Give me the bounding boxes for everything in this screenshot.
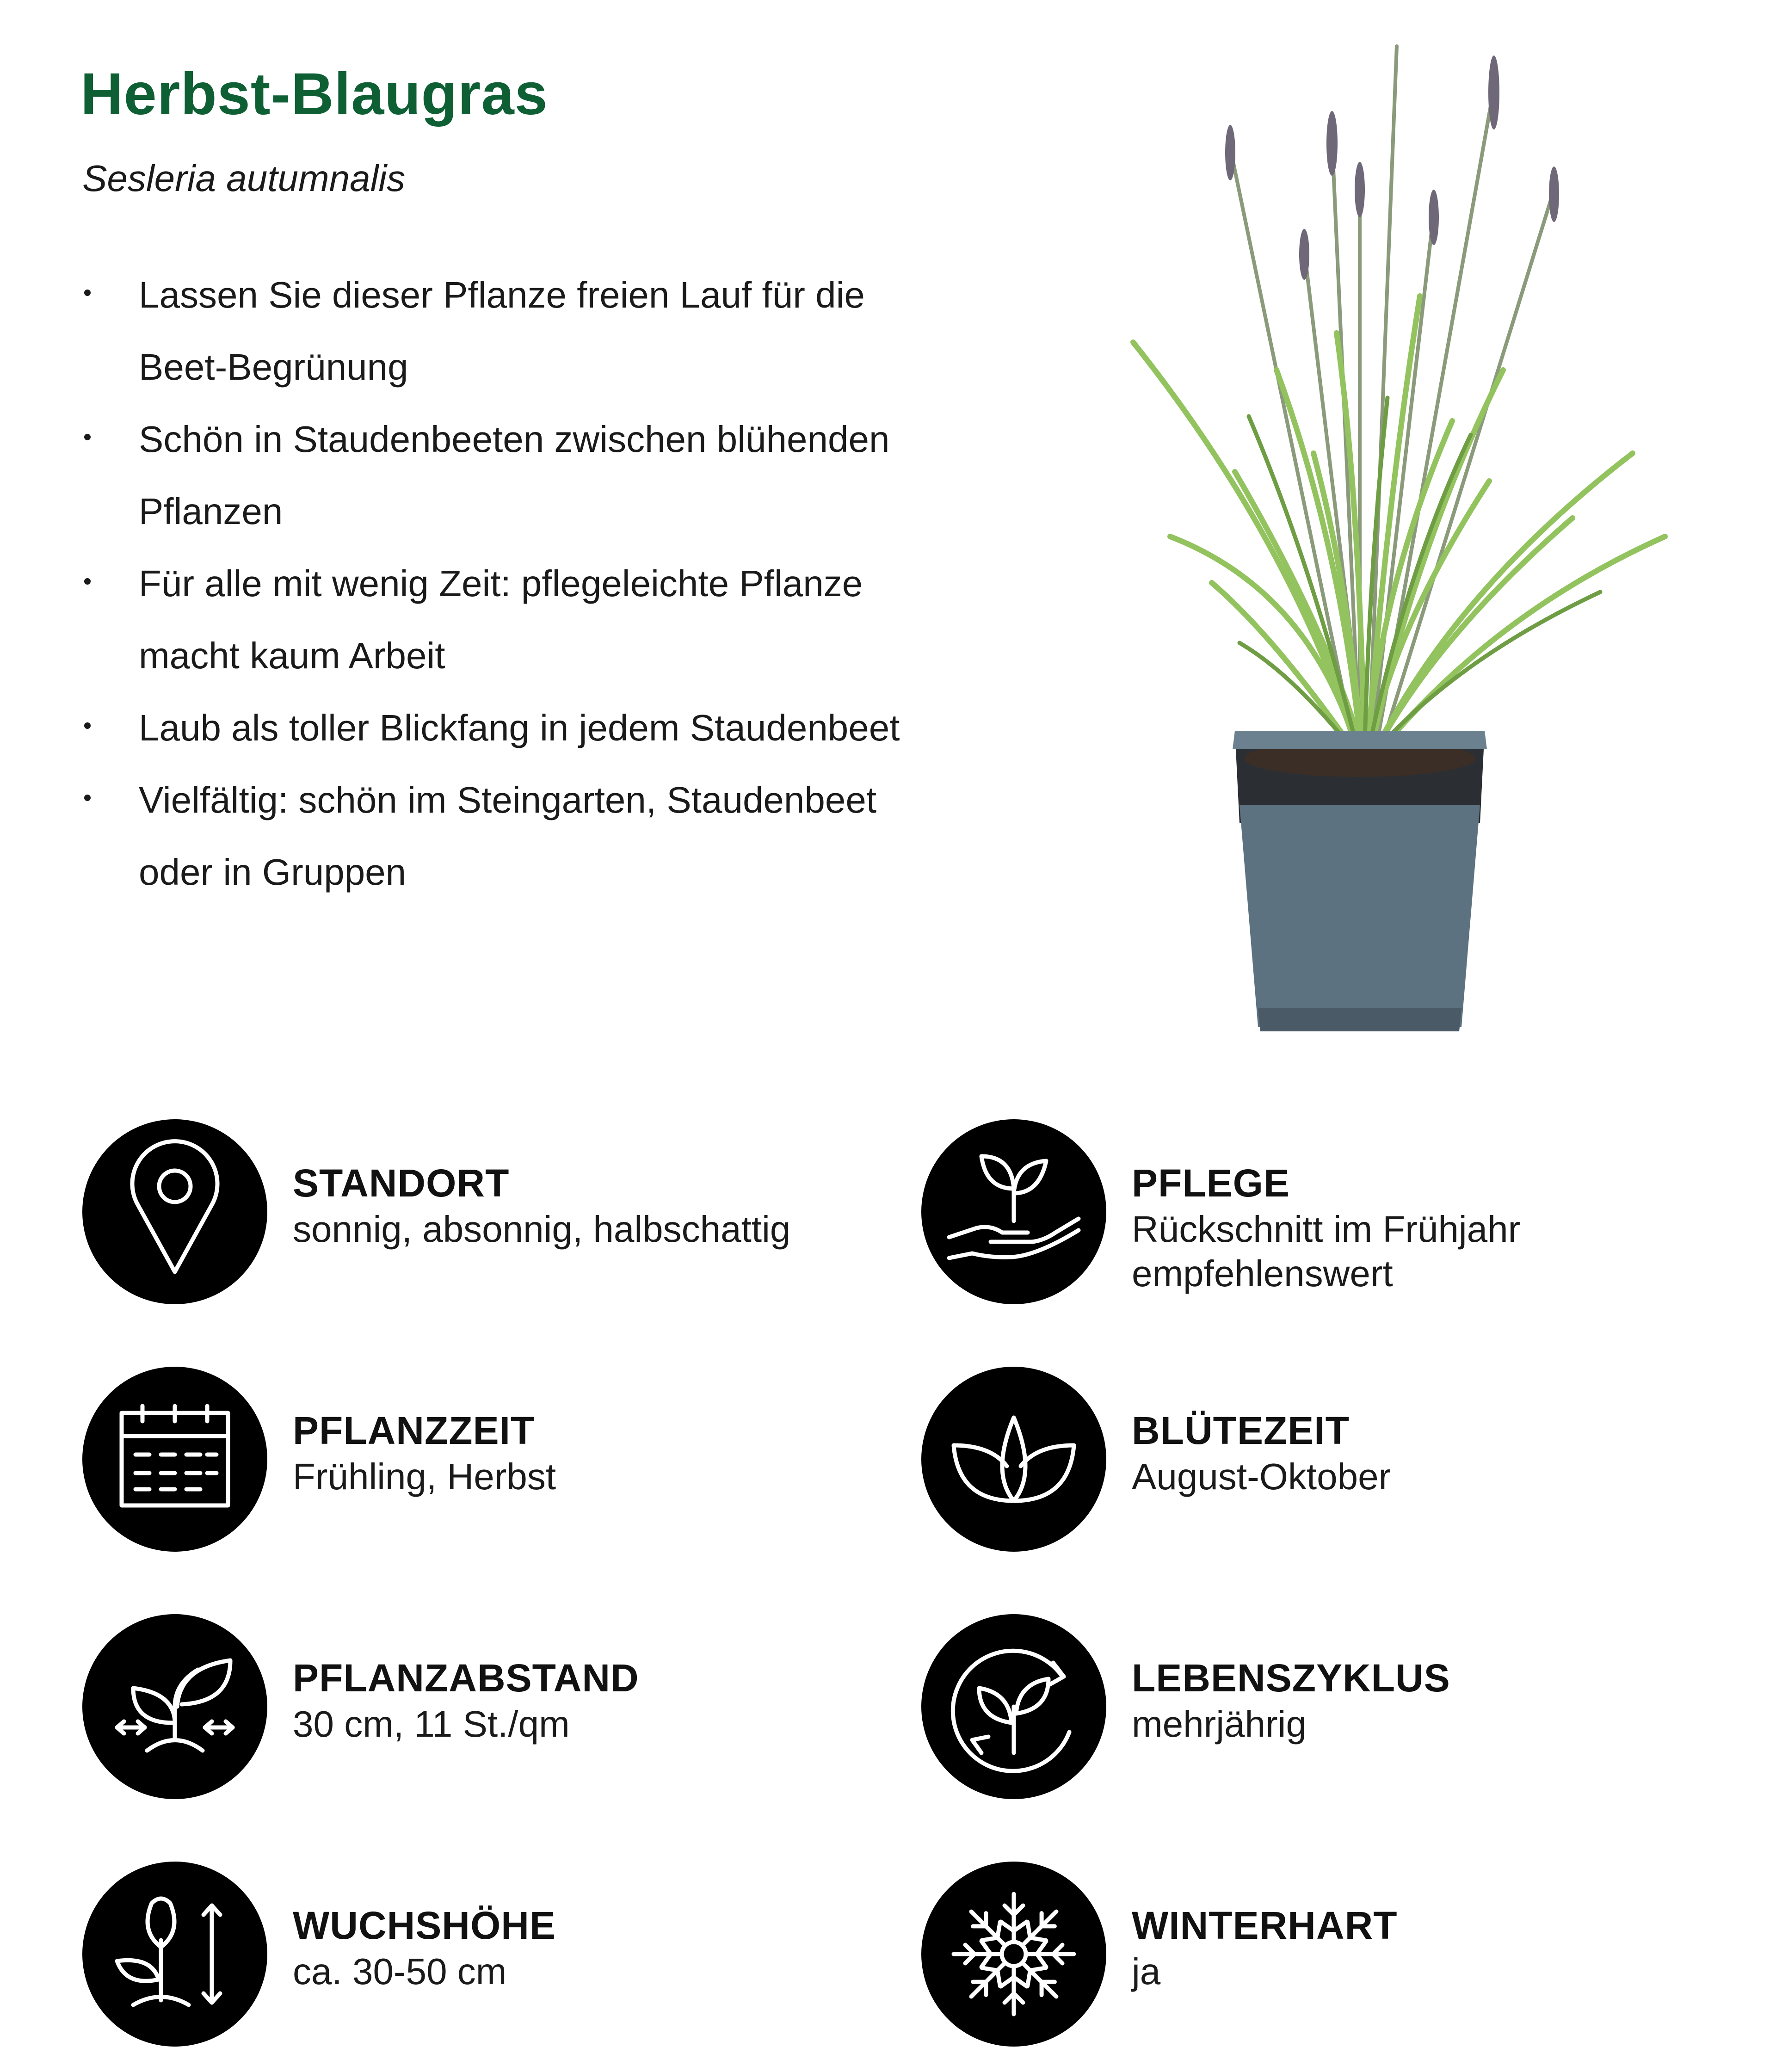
bullet-icon	[84, 722, 91, 729]
attribute-value: Rückschnitt im Frühjahr empfehlenswert	[1132, 1209, 1521, 1294]
calendar-icon	[82, 1367, 267, 1552]
feature-list	[80, 259, 959, 908]
attribute-value: Frühling, Herbst	[293, 1456, 556, 1497]
attribute-label: LEBENSZYKLUS	[1132, 1656, 1450, 1700]
page-title: Herbst-Blaugras	[80, 61, 548, 127]
spacing-seedling-icon	[82, 1614, 267, 1799]
attribute-value: mehrjährig	[1132, 1703, 1307, 1745]
feature-item	[80, 764, 934, 908]
attribute-label: PFLANZABSTAND	[293, 1656, 639, 1700]
hand-seedling-icon	[921, 1119, 1106, 1304]
bullet-icon	[84, 290, 91, 296]
cycle-seedling-icon	[921, 1614, 1106, 1799]
product-image	[1036, 37, 1684, 1036]
bullet-icon	[84, 434, 91, 440]
attribute-standort	[82, 1119, 869, 1304]
botanical-name: Sesleria autumnalis	[82, 158, 406, 199]
location-pin-icon	[82, 1119, 267, 1304]
attribute-winterhart	[921, 1862, 1708, 2047]
blossom-icon	[921, 1367, 1106, 1552]
attribute-label: WINTERHART	[1132, 1904, 1398, 1947]
feature-item	[80, 548, 934, 692]
feature-text: Vielfältig: schön im Steingarten, Staudenbeet oder in Gruppen	[139, 779, 877, 893]
attribute-label: PFLANZZEIT	[293, 1409, 535, 1452]
attribute-value: August-Oktober	[1132, 1456, 1391, 1497]
feature-item	[80, 692, 934, 764]
attribute-label: STANDORT	[293, 1161, 510, 1205]
height-plant-icon	[82, 1862, 267, 2047]
attribute-wuchshoehe	[82, 1862, 869, 2047]
attribute-pflanzabstand	[82, 1614, 869, 1799]
attribute-value: sonnig, absonnig, halbschattig	[293, 1209, 791, 1250]
attribute-pflege	[921, 1119, 1708, 1304]
attribute-bluetezeit	[921, 1367, 1708, 1552]
bullet-icon	[84, 795, 91, 801]
attribute-label: WUCHSHÖHE	[293, 1904, 556, 1947]
feature-text: Für alle mit wenig Zeit: pflegeleichte Pflanze macht kaum Arbeit	[139, 563, 863, 676]
feature-text: Lassen Sie dieser Pflanze freien Lauf für die Beet-Begrünung	[139, 274, 865, 388]
feature-text: Laub als toller Blickfang in jedem Staudenbeet	[139, 707, 900, 748]
bullet-icon	[84, 578, 91, 585]
feature-item	[80, 403, 934, 548]
attribute-lebenszyklus	[921, 1614, 1708, 1799]
feature-text: Schön in Staudenbeeten zwischen blühenden Pflanzen	[139, 419, 890, 532]
attribute-pflanzzeit	[82, 1367, 869, 1552]
snowflake-icon	[921, 1862, 1106, 2047]
attribute-label: PFLEGE	[1132, 1161, 1290, 1205]
attribute-value: ja	[1132, 1951, 1161, 1992]
plant-pot	[1233, 731, 1487, 1031]
attribute-value: 30 cm, 11 St./qm	[293, 1703, 570, 1745]
attribute-label: BLÜTEZEIT	[1132, 1409, 1350, 1452]
feature-item	[80, 259, 934, 403]
attribute-value: ca. 30-50 cm	[293, 1951, 507, 1992]
